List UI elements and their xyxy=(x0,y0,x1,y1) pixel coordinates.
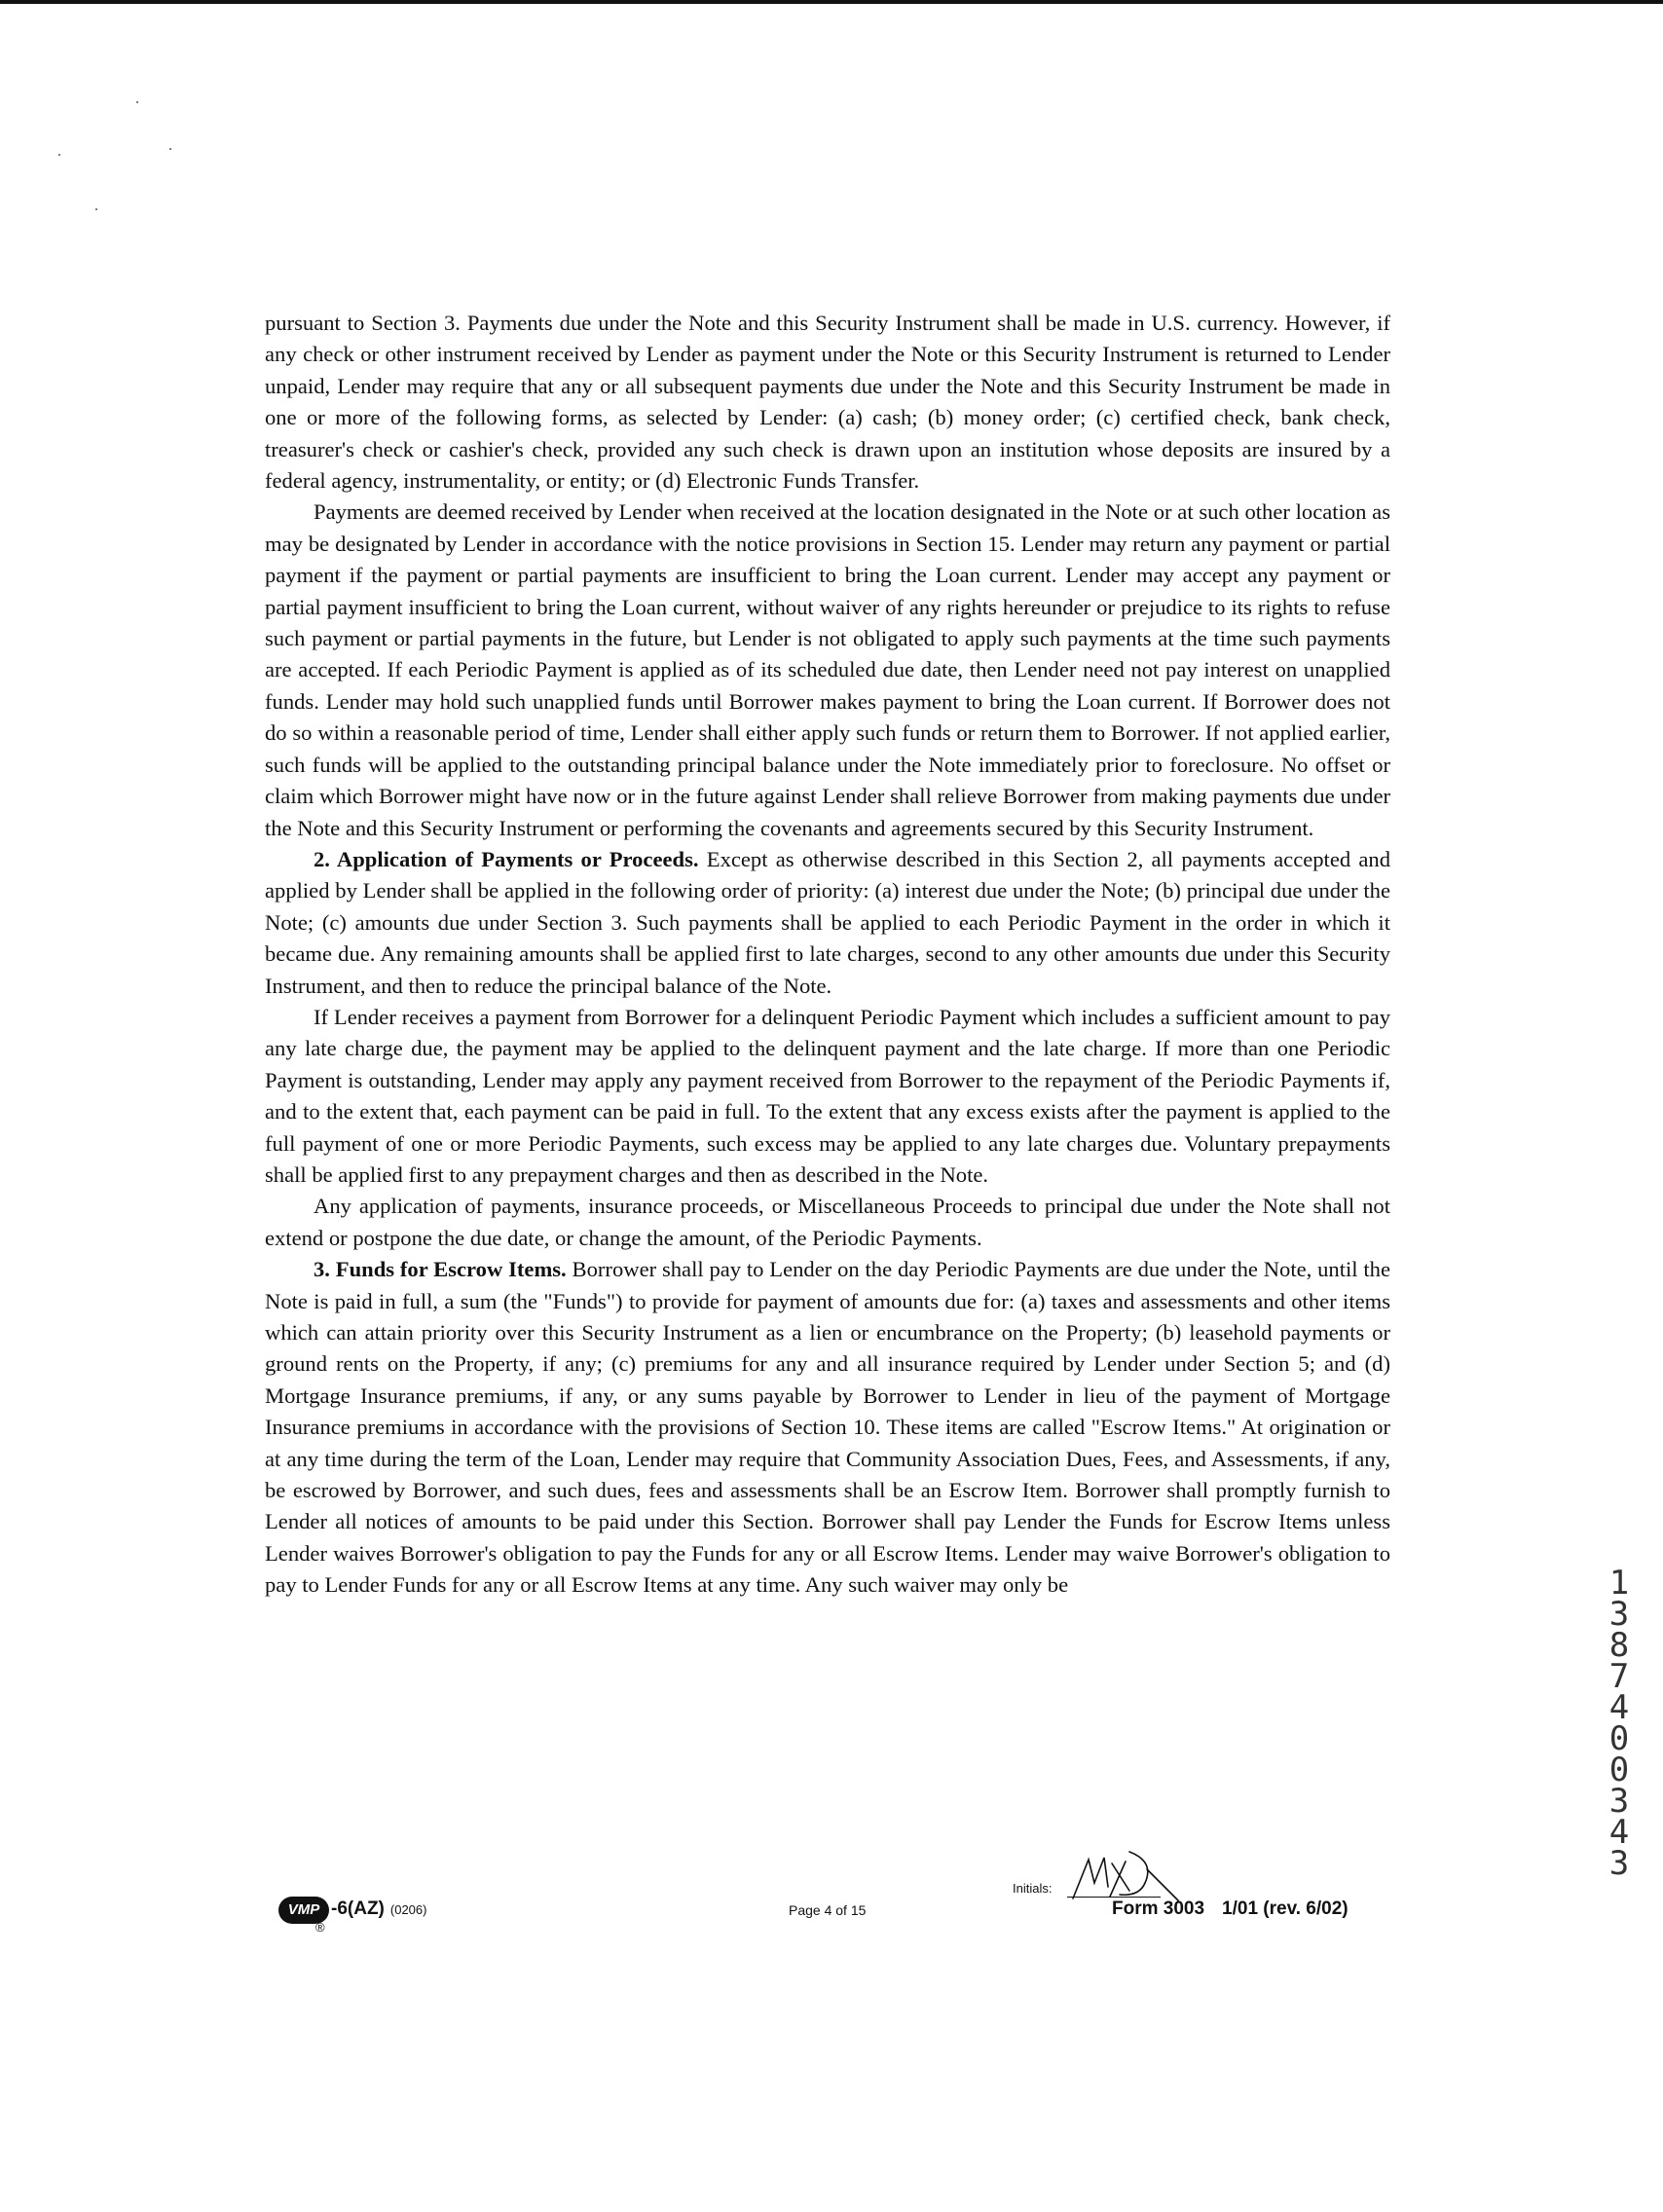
section-heading: 3. Funds for Escrow Items. xyxy=(314,1257,567,1282)
scan-speck xyxy=(169,148,171,150)
initials-line xyxy=(1067,1897,1161,1898)
form-code-value: -6(AZ) xyxy=(331,1899,385,1919)
paragraph xyxy=(265,1191,1390,1254)
page-number: Page 4 of 15 xyxy=(789,1902,867,1918)
initials-label: Initials: xyxy=(1013,1881,1053,1896)
paragraph xyxy=(265,497,1390,843)
scan-speck xyxy=(136,101,138,103)
scan-top-border xyxy=(0,0,1663,4)
vmp-logo: VMP xyxy=(278,1897,329,1924)
form-name xyxy=(1112,1899,1349,1920)
recording-number-stamp: 1387400343 xyxy=(1608,1564,1630,1883)
paragraph xyxy=(265,1254,1390,1601)
paragraph xyxy=(265,1002,1390,1191)
paragraph-text: If Lender receives a payment from Borrower for a delinquent Periodic Payment which includes a sufficient amount to pay any late charge due, the payment may be applied to the delinquent payment and the late charge. If more than one Periodic Payment is outstanding, Lender may apply any payment received from Borrower to the repayment of the Periodic Payments if, and to the extent that, each payment can be paid in full. To the extent that any excess exists after the payment is applied to the full payment of one or more Periodic Payments, such excess may be applied to any late charges due. Voluntary prepayments shall be applied first to any prepayment charges and then as described in the Note. xyxy=(265,1004,1390,1187)
form-code-date: (0206) xyxy=(389,1902,427,1917)
paragraph-text: Payments are deemed received by Lender when received at the location designated in the Note or at such other location as may be designated by Lender in accordance with the notice provisions in Section 15. Lender may return any payment or partial payment if the payment or partial payments are insufficient to bring the Loan current. Lender may accept any payment or partial payment insufficient to bring the Loan current, without waiver of any rights hereunder or prejudice to its rights to refuse such payment or partial payments in the future, but Lender is not obligated to apply such payments at the time such payments are accepted. If each Periodic Payment is applied as of its scheduled due date, then Lender need not pay interest on unapplied funds. Lender may hold such unapplied funds until Borrower makes payment to bring the Loan current. If Borrower does not do so within a reasonable period of time, Lender shall either apply such funds or return them to Borrower. If not applied earlier, such funds will be applied to the outstanding principal balance under the Note immediately prior to foreclosure. No offset or claim which Borrower might have now or in the future against Lender shall relieve Borrower from making payments due under the Note and this Security Instrument or performing the covenants and agreements secured by this Security Instrument. xyxy=(265,499,1390,840)
scan-speck xyxy=(58,154,60,156)
initials-signature xyxy=(1061,1840,1188,1908)
paragraph xyxy=(265,308,1390,497)
section-heading: 2. Application of Payments or Proceeds. xyxy=(314,846,699,871)
paragraph xyxy=(265,844,1390,1002)
form-code xyxy=(331,1899,426,1920)
registered-mark: ® xyxy=(315,1920,325,1935)
paragraph-text: Any application of payments, insurance proceeds, or Miscellaneous Proceeds to principal due under the Note shall not extend or postpone the due date, or change the amount, of the Periodic Payments. xyxy=(265,1194,1390,1250)
paragraph-text: Except as otherwise described in this Section 2, all payments accepted and applied by Lender shall be applied in the following order of priority: (a) interest due under the Note; (b) principal due under the Note; (c) amounts due under Section 3. Such payments shall be applied to each Periodic Payment in the order in which it became due. Any remaining amounts shall be applied first to late charges, second to any other amounts due under this Security Instrument, and then to reduce the principal balance of the Note. xyxy=(265,846,1391,998)
form-number: Form 3003 xyxy=(1112,1899,1205,1919)
scan-speck xyxy=(95,208,97,210)
document-body xyxy=(265,308,1390,1602)
paragraph-text: Borrower shall pay to Lender on the day Periodic Payments are due under the Note, until the Note is paid in full, a sum (the "Funds") to provide for payment of amounts due for: (a) taxes and assessments and other items which can attain priority over this Security Instrument as a lien or encumbrance on the Property; (b) leasehold payments or ground rents on the Property, if any; (c) premiums for any and all insurance required by Lender under Section 5; and (d) Mortgage Insurance premiums, if any, or any sums payable by Borrower to Lender in lieu of the payment of Mortgage Insurance premiums in accordance with the provisions of Section 10. These items are called "Escrow Items." At origination or at any time during the term of the Loan, Lender may require that Community Association Dues, Fees, and Assessments, if any, be escrowed by Borrower, and such dues, fees and assessments shall be an Escrow Item. Borrower shall promptly furnish to Lender all notices of amounts to be paid under this Section. Borrower shall pay Lender the Funds for Escrow Items unless Lender waives Borrower's obligation to pay the Funds for any or all Escrow Items. Lender may waive Borrower's obligation to pay to Lender Funds for any or all Escrow Items at any time. Any such waiver may only be xyxy=(265,1257,1390,1598)
paragraph-text: pursuant to Section 3. Payments due under the Note and this Security Instrument shall be made in U.S. currency. However, if any check or other instrument received by Lender as payment under the Note or this Security Instrument is returned to Lender unpaid, Lender may require that any or all subsequent payments due under the Note and this Security Instrument be made in one or more of the following forms, as selected by Lender: (a) cash; (b) money order; (c) certified check, bank check, treasurer's check or cashier's check, provided any such check is drawn upon an institution whose deposits are insured by a federal agency, instrumentality, or entity; or (d) Electronic Funds Transfer. xyxy=(265,311,1390,494)
form-revision: 1/01 (rev. 6/02) xyxy=(1222,1899,1349,1919)
